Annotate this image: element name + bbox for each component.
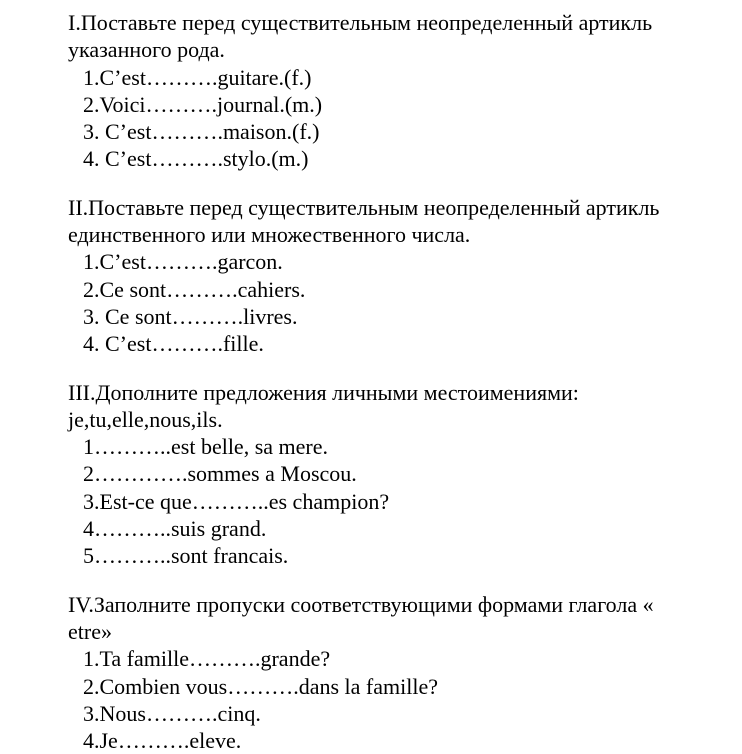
heading-line: IV.Заполните пропуски соответствующими формами глагола «: [68, 591, 654, 617]
section-4-heading: [68, 591, 688, 646]
exercise-section-4: [68, 591, 688, 754]
exercise-item: 2.Voici……….journal.(m.): [83, 91, 323, 117]
heading-line: единственного или множественного числа.: [68, 222, 471, 248]
section-1-items: [68, 64, 688, 173]
section-2-items: [68, 248, 688, 357]
exercise-item: 5………..sont francais.: [83, 543, 289, 569]
exercise-item: 4.Je……….eleve.: [83, 728, 242, 754]
exercise-section-1: [68, 9, 688, 173]
section-4-items: [68, 645, 688, 754]
exercise-item: 3. Ce sont……….livres.: [83, 303, 298, 329]
exercise-item: 4. C’est……….fille.: [83, 331, 264, 357]
exercise-item: 2.Combien vous……….dans la famille?: [83, 673, 438, 699]
exercise-item: 2………….sommes a Moscou.: [83, 461, 357, 487]
heading-line: III.Дополните предложения личными местоимениями:: [68, 379, 579, 405]
heading-line: II.Поставьте перед существительным неопределенный артикль: [68, 194, 660, 220]
exercise-item: 4………..suis grand.: [83, 516, 267, 542]
exercise-section-3: [68, 379, 688, 570]
exercise-section-2: [68, 194, 688, 358]
exercise-item: 3. C’est……….maison.(f.): [83, 119, 320, 145]
section-2-heading: [68, 194, 688, 249]
heading-line: указанного рода.: [68, 37, 225, 63]
exercise-item: 1.C’est……….guitare.(f.): [83, 64, 312, 90]
section-3-items: [68, 433, 688, 569]
exercise-item: 4. C’est……….stylo.(m.): [83, 146, 309, 172]
exercise-item: 1.Ta famille……….grande?: [83, 646, 331, 672]
section-1-heading: [68, 9, 688, 64]
exercise-item: 3.Nous……….cinq.: [83, 700, 261, 726]
heading-line: etre»: [68, 618, 112, 644]
heading-line: I.Поставьте перед существительным неопределенный артикль: [68, 10, 653, 35]
heading-line: je,tu,elle,nous,ils.: [68, 406, 223, 432]
exercise-item: 1.C’est……….garcon.: [83, 249, 283, 275]
exercise-item: 2.Ce sont……….cahiers.: [83, 276, 306, 302]
exercise-item: 1………..est belle, sa mere.: [83, 434, 328, 460]
exercise-item: 3.Est-ce que………..es champion?: [83, 488, 390, 514]
section-3-heading: [68, 379, 688, 434]
